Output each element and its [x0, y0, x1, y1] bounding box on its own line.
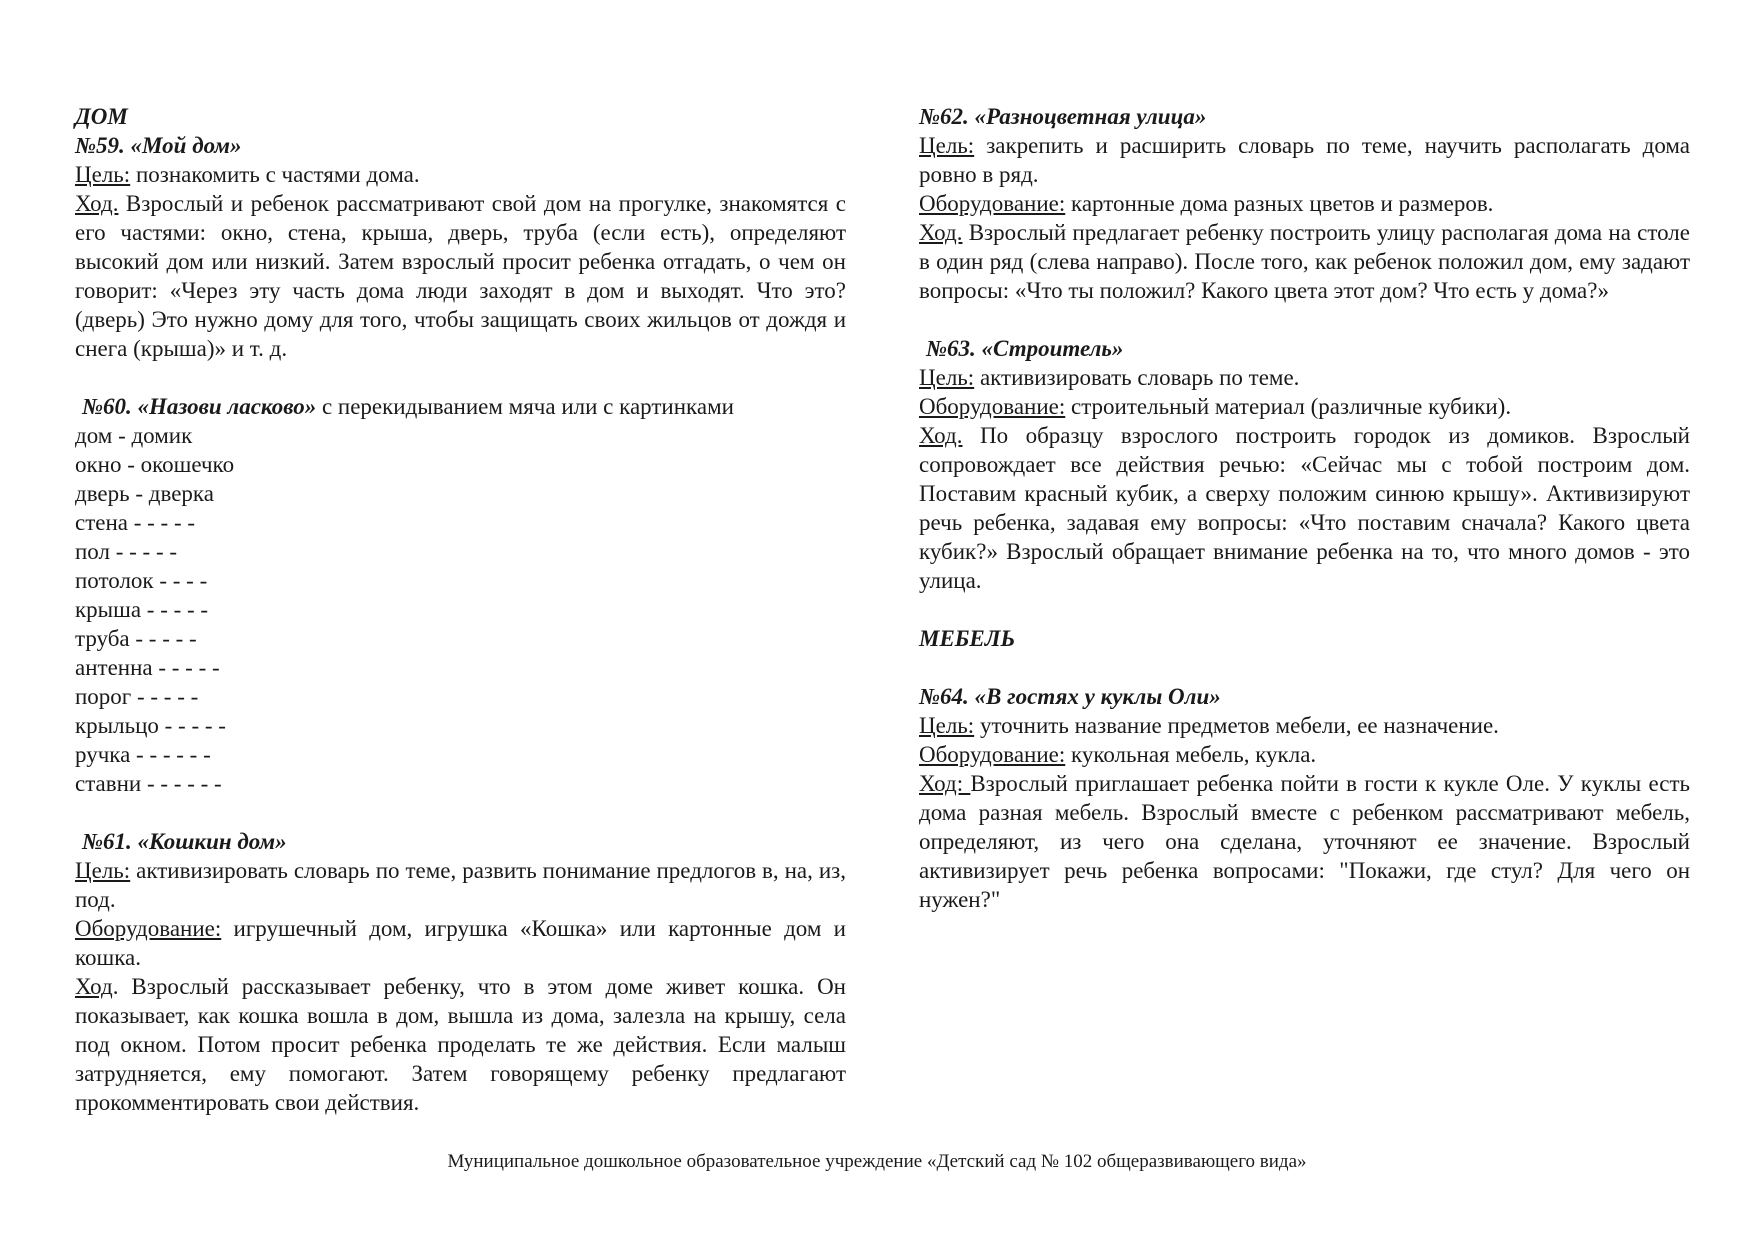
game-63-goal — [919, 363, 1690, 392]
goal-text: активизировать словарь по теме. — [974, 365, 1300, 390]
list-item: ставни - - - - - - — [75, 771, 222, 796]
move-text: По образцу взрослого построить городок из домиков. Взрослый сопровождает все действия речью: «Сейчас мы с тобой построим дом. Поставим красный кубик, а сверху положим синюю крышу». Активизируют речь ребенка, задавая ему вопросы: «Что поставим сначала? Какого цвета кубик?» Взрослый обращает внимание ребенка на то, что много домов - это улица. — [919, 423, 1690, 593]
list-item: труба - - - - - — [75, 626, 197, 651]
section-heading-dom: ДОМ — [75, 104, 128, 129]
move-label: Ход. — [919, 220, 963, 245]
game-59-title: №59. «Мой дом» — [75, 133, 242, 158]
equipment-label: Оборудование: — [75, 916, 222, 941]
game-64-title: №64. «В гостях у куклы Оли» — [919, 684, 1221, 709]
goal-label: Цель: — [919, 713, 975, 738]
game-63-move — [919, 421, 1690, 595]
game-62-title: №62. «Разноцветная улица» — [919, 104, 1207, 129]
goal-label: Цель: — [919, 365, 975, 390]
goal-text: закрепить и расширить словарь по теме, научить располагать дома ровно в ряд. — [919, 133, 1690, 187]
game-60-subtitle: с перекидыванием мяча или с картинками — [316, 394, 734, 419]
move-text: Взрослый приглашает ребенка пойти в гости к кукле Оле. У куклы есть дома разная мебель. Взрослый вместе с ребенком рассматривают мебель, определяют, из чего она сделана, уточняют ее значение. Взрослый активизирует речь ребенка вопросами: "Покажи, где стул? Для чего он нужен?" — [919, 771, 1690, 912]
game-62-goal — [919, 131, 1690, 189]
game-59-goal — [75, 160, 846, 189]
right-column — [919, 102, 1690, 914]
spacer — [919, 305, 1690, 334]
goal-text: активизировать словарь по теме, развить понимание предлогов в, на, из, под. — [75, 858, 846, 912]
equipment-label: Оборудование: — [919, 394, 1066, 419]
equipment-text: кукольная мебель, кукла. — [1065, 742, 1317, 767]
move-label: Ход: — [919, 771, 971, 796]
game-64-goal — [919, 711, 1690, 740]
move-label: Ход. — [919, 423, 963, 448]
word-list — [75, 421, 846, 798]
game-60-title: №60. «Назови ласково» — [82, 394, 317, 419]
equipment-label: Оборудование: — [919, 742, 1066, 767]
game-61-move — [75, 972, 846, 1117]
list-item: ручка - - - - - - — [75, 742, 211, 767]
list-item: дверь - дверка — [75, 481, 214, 506]
game-59-move — [75, 189, 846, 363]
game-60-heading — [75, 392, 846, 421]
game-63-title: №63. «Строитель» — [926, 336, 1124, 361]
game-64-move — [919, 769, 1690, 914]
move-text: Взрослый предлагает ребенку построить улицу располагая дома на столе в один ряд (слева направо). После того, как ребенок положил дом, ему задают вопросы: «Что ты положил? Какого цвета этот дом? Что есть у дома?» — [919, 220, 1690, 303]
list-item: окно - окошечко — [75, 452, 235, 477]
equipment-text: игрушечный дом, игрушка «Кошка» или картонные дом и кошка. — [75, 916, 846, 970]
equipment-text: картонные дома разных цветов и размеров. — [1065, 191, 1494, 216]
spacer — [75, 363, 846, 392]
list-item: дом - домик — [75, 423, 193, 448]
list-item: стена - - - - - — [75, 510, 196, 535]
move-label: Ход — [75, 974, 113, 999]
game-64-equipment — [919, 740, 1690, 769]
game-62-move — [919, 218, 1690, 305]
section-heading-mebel: МЕБЕЛЬ — [919, 626, 1016, 651]
goal-label: Цель: — [75, 858, 131, 883]
move-text: Взрослый и ребенок рассматривают свой дом на прогулке, знакомятся с его частями: окно, стена, крыша, дверь, труба (если есть), определяют высокий дом или низкий. Затем взрослый просит ребенка отгадать, о чем он говорит: «Через эту часть дома люди заходят в дом и выходят. Что это? (дверь) Это нужно дому для того, чтобы защищать своих жильцов от дождя и снега (крыша)» и т. д. — [75, 191, 846, 361]
list-item: крыльцо - - - - - — [75, 713, 226, 738]
goal-text: познакомить с частями дома. — [130, 162, 420, 187]
game-62-equipment — [919, 189, 1690, 218]
goal-label: Цель: — [75, 162, 131, 187]
list-item: крыша - - - - - — [75, 597, 209, 622]
list-item: порог - - - - - — [75, 684, 199, 709]
goal-text: уточнить название предметов мебели, ее назначение. — [974, 713, 1499, 738]
list-item: потолок - - - - — [75, 568, 208, 593]
left-column — [75, 102, 846, 1117]
spacer — [919, 653, 1690, 682]
equipment-text: строительный материал (различные кубики). — [1065, 394, 1512, 419]
move-label: Ход. — [75, 191, 119, 216]
page-footer: Муниципальное дошкольное образовательное учреждение «Детский сад № 102 общеразвивающего вида» — [447, 1151, 1307, 1172]
spacer — [919, 595, 1690, 624]
goal-label: Цель: — [919, 133, 975, 158]
game-63-equipment — [919, 392, 1690, 421]
equipment-label: Оборудование: — [919, 191, 1066, 216]
move-text: . Взрослый рассказывает ребенку, что в этом доме живет кошка. Он показывает, как кошка вошла в дом, вышла из дома, залезла на крышу, села под окном. Потом просит ребенка проделать те же действия. Если малыш затрудняется, ему помогают. Затем говорящему ребенку предлагают прокомментировать свои действия. — [75, 974, 846, 1115]
spacer — [75, 798, 846, 827]
game-61-equipment — [75, 914, 846, 972]
list-item: антенна - - - - - — [75, 655, 220, 680]
game-61-goal — [75, 856, 846, 914]
list-item: пол - - - - - — [75, 539, 178, 564]
game-61-title: №61. «Кошкин дом» — [82, 829, 287, 854]
